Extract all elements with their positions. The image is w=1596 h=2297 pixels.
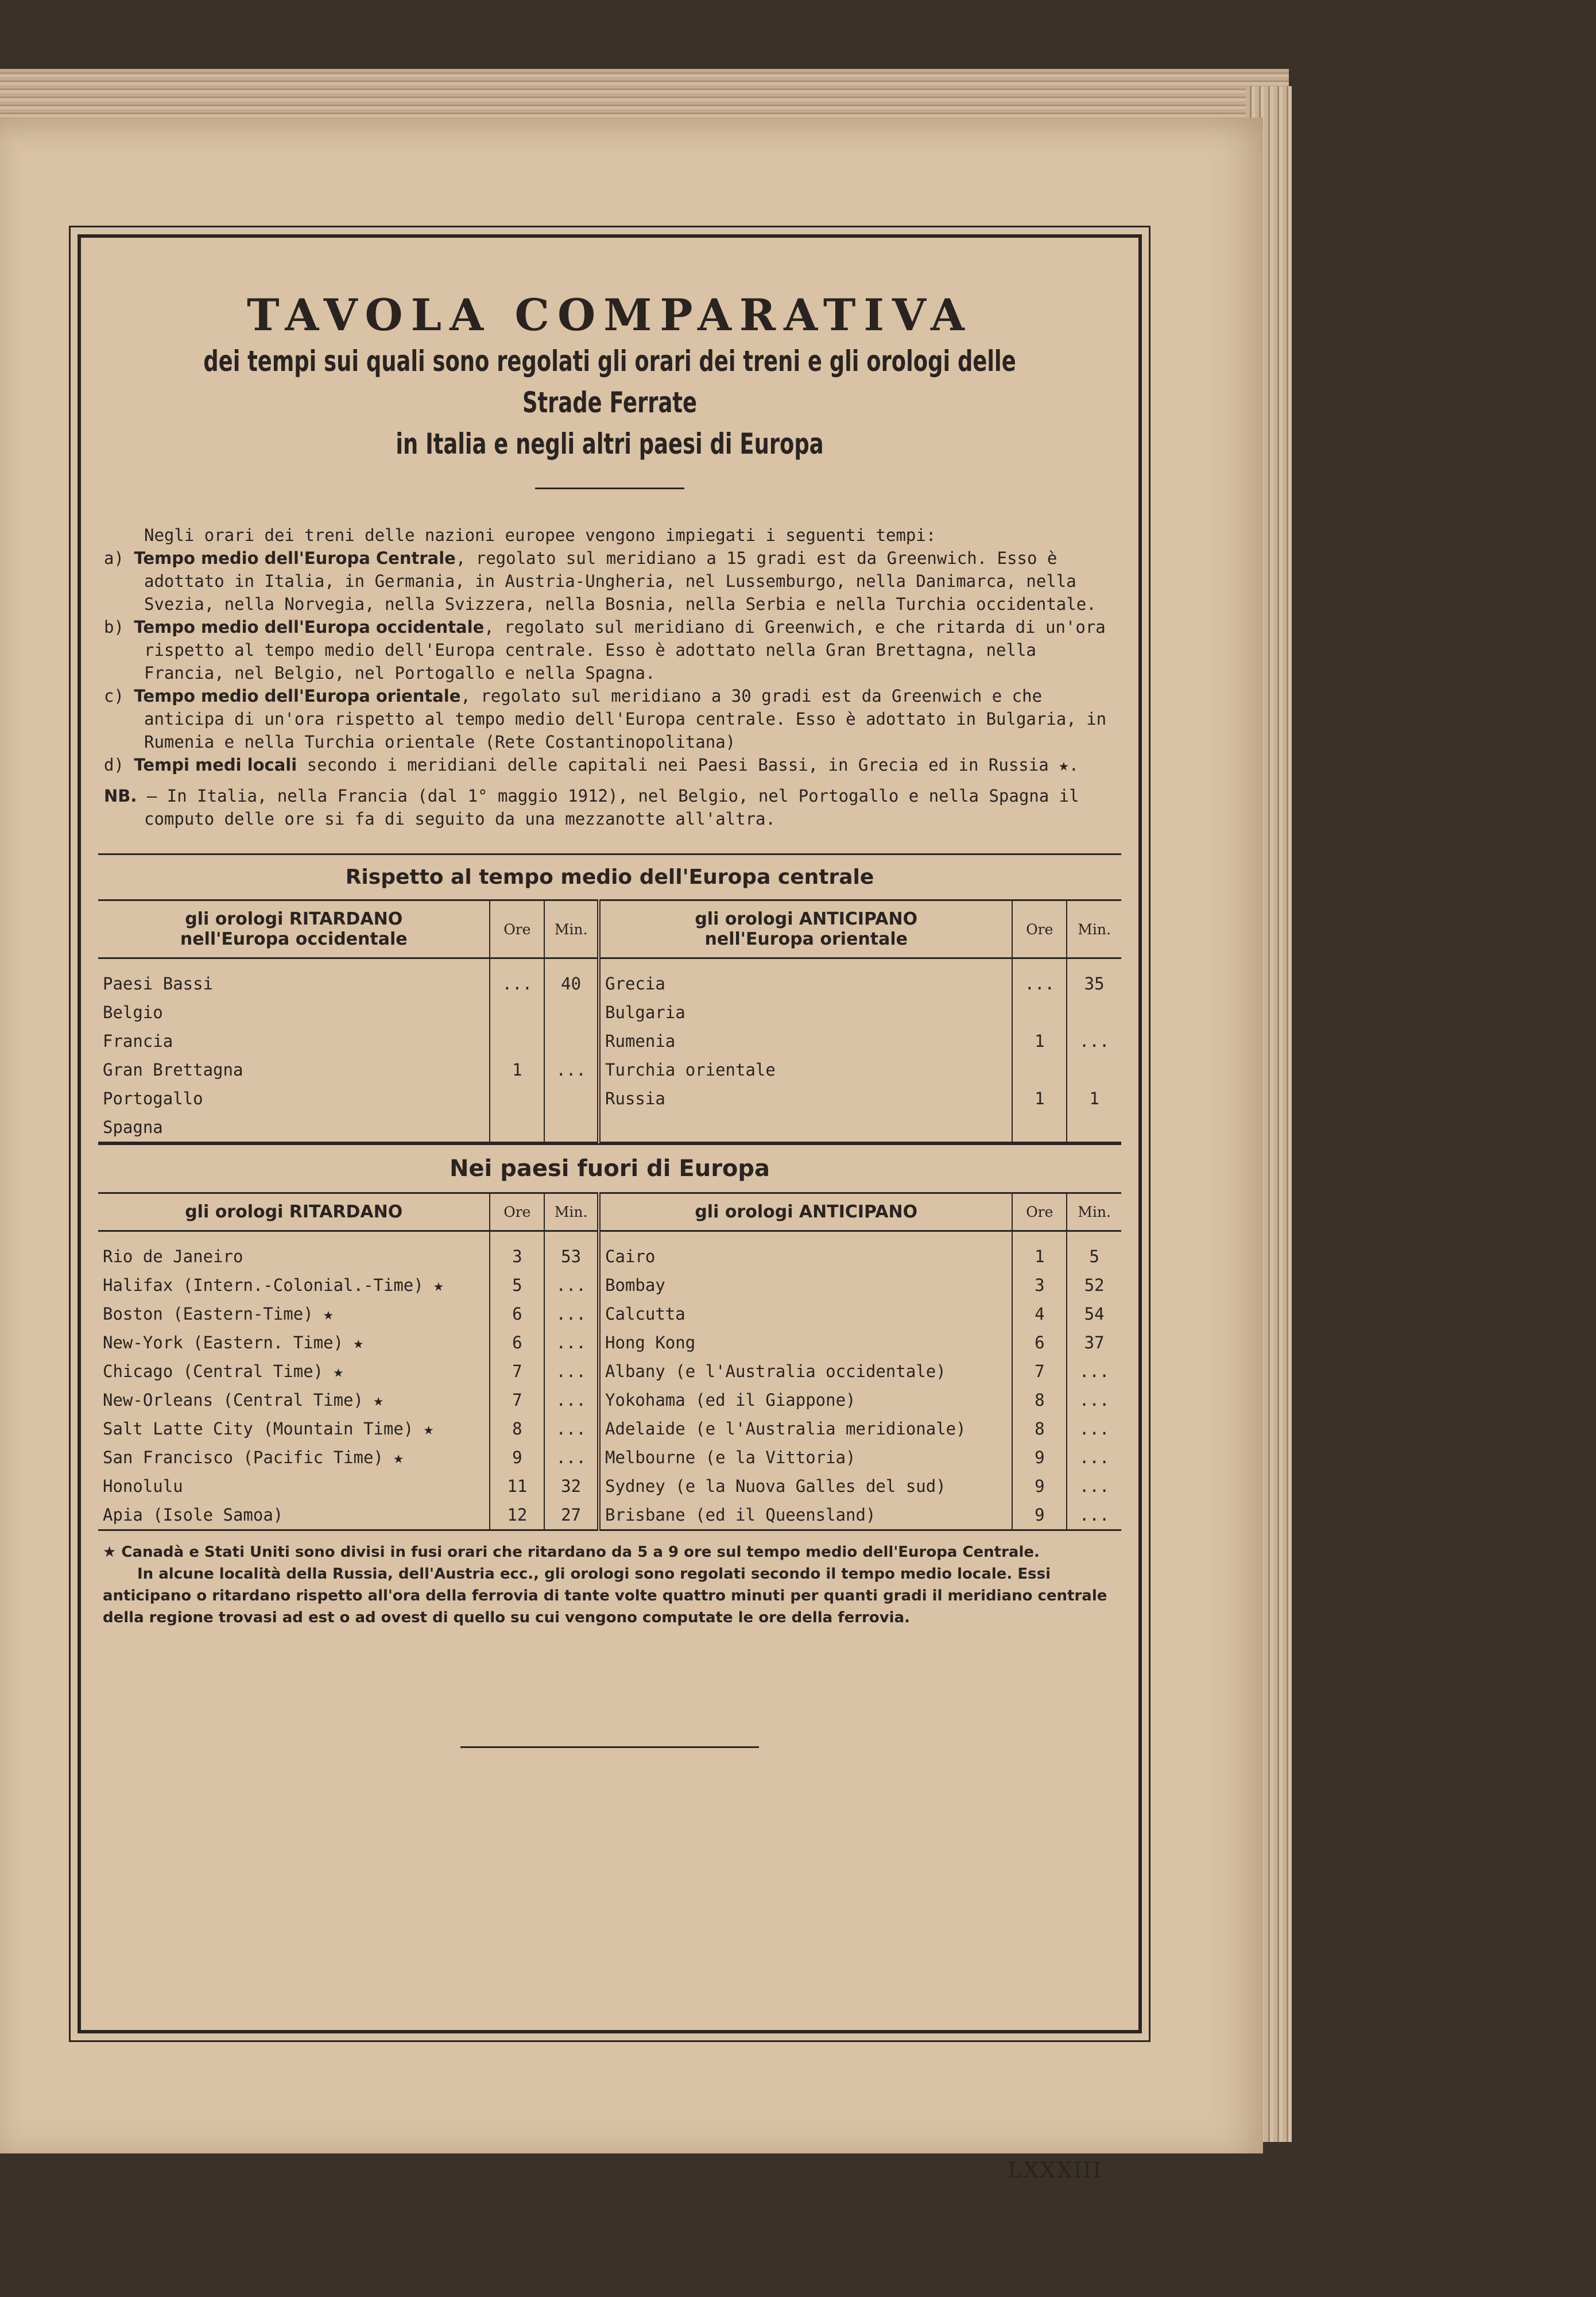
item-bold: Tempo medio dell'Europa orientale — [134, 686, 461, 706]
item-label: b) — [104, 617, 124, 637]
world-right-header: gli orologi ANTICIPANO — [599, 1193, 1012, 1231]
europe-table — [98, 899, 1121, 1143]
hours-left: 8 — [490, 1414, 544, 1443]
minutes-right: 37 — [1067, 1328, 1121, 1357]
footnotes — [98, 1541, 1121, 1629]
hours-left — [490, 998, 544, 1027]
minutes-left: 53 — [544, 1242, 599, 1271]
world-section-title: Nei paesi fuori di Europa — [449, 1155, 770, 1182]
place-right: Cairo — [599, 1242, 1012, 1271]
col-min: Min. — [1067, 1193, 1121, 1231]
hours-left: 11 — [490, 1472, 544, 1501]
hours-left: 3 — [490, 1242, 544, 1271]
place-left: New-Orleans (Central Time) ★ — [103, 1390, 383, 1410]
hours-right: 6 — [1012, 1328, 1067, 1357]
place-left: San Francisco (Pacific Time) ★ — [103, 1448, 404, 1467]
europe-right-header — [599, 900, 1012, 958]
table-row — [98, 1271, 1121, 1300]
minutes-right: ... — [1067, 1443, 1121, 1472]
minutes-right — [1067, 1113, 1121, 1143]
title-divider — [535, 488, 684, 489]
place-left: Portogallo — [103, 1089, 203, 1108]
place-right: Turchia orientale — [599, 1055, 1012, 1084]
hours-right: 8 — [1012, 1414, 1067, 1443]
hours-left — [490, 1084, 544, 1113]
minutes-right: ... — [1067, 1414, 1121, 1443]
hours-right: 9 — [1012, 1472, 1067, 1501]
header-line: nell'Europa orientale — [704, 929, 908, 949]
minutes-left: ... — [544, 1300, 599, 1328]
table-row — [98, 1501, 1121, 1530]
subtitle-line-1: dei tempi sui quali sono regolati gli orari dei treni e gli orologi delle Strade Ferrate — [203, 345, 1016, 419]
minutes-right: ... — [1067, 1501, 1121, 1530]
item-bold: Tempo medio dell'Europa Centrale — [134, 548, 456, 568]
hours-right: 4 — [1012, 1300, 1067, 1328]
page-number: LXXXIII — [1008, 2157, 1103, 2183]
end-divider — [460, 1746, 759, 1748]
intro-lead: Negli orari dei treni delle nazioni europee vengono impiegati i seguenti tempi: — [144, 525, 936, 545]
minutes-left — [544, 1113, 599, 1143]
hours-left: 6 — [490, 1328, 544, 1357]
table-row — [98, 1414, 1121, 1443]
book-page — [0, 118, 1263, 2183]
minutes-left: ... — [544, 1386, 599, 1414]
minutes-left: ... — [544, 1328, 599, 1357]
item-text: , regolato sul meridiano di Greenwich, e che ritarda di un'ora rispetto al tempo medio dell'Europa centrale. Esso è adottato nella Gran Brettagna, nella Francia, nel Belgio, nel Portogallo e nella Spagna. — [144, 617, 1106, 683]
minutes-left — [544, 1027, 599, 1055]
place-right: Rumenia — [599, 1027, 1012, 1055]
minutes-right: ... — [1067, 1027, 1121, 1055]
place-left: Salt Latte City (Mountain Time) ★ — [103, 1419, 434, 1438]
table-row — [98, 1328, 1121, 1357]
item-bold: Tempo medio dell'Europa occidentale — [134, 617, 485, 637]
world-left-header: gli orologi RITARDANO — [98, 1193, 490, 1231]
hours-right: 9 — [1012, 1443, 1067, 1472]
place-left: New-York (Eastern. Time) ★ — [103, 1333, 363, 1352]
page-title: TAVOLA COMPARATIVA — [246, 289, 973, 341]
place-left: Boston (Eastern-Time) ★ — [103, 1304, 334, 1324]
hours-right — [1012, 1113, 1067, 1143]
hours-left — [490, 1113, 544, 1143]
place-left: Halifax (Intern.-Colonial.-Time) ★ — [103, 1275, 444, 1295]
minutes-left: ... — [544, 1414, 599, 1443]
hours-right: 8 — [1012, 1386, 1067, 1414]
place-left: Belgio — [103, 1003, 163, 1022]
table-row — [98, 1357, 1121, 1386]
place-right: Hong Kong — [599, 1328, 1012, 1357]
table-row — [98, 969, 1121, 998]
intro-text — [98, 524, 1121, 830]
place-right: Albany (e l'Australia occidentale) — [599, 1357, 1012, 1386]
subtitle-line-2: in Italia e negli altri paesi di Europa — [396, 427, 824, 461]
col-min: Min. — [544, 1193, 599, 1231]
col-ore: Ore — [490, 900, 544, 958]
item-text: , regolato sul meridiano a 15 gradi est da Greenwich. Esso è adottato in Italia, in Germania, in Austria-Ungheria, nel Lussemburgo, nella Danimarca, nella Svezia, nella Norvegia, nella Svizzera, nella Bosnia, nella Serbia e nella Turchia occidentale. — [144, 548, 1097, 614]
table-row — [98, 1242, 1121, 1271]
world-table — [98, 1192, 1121, 1531]
table-row — [98, 1084, 1121, 1113]
hours-right: 9 — [1012, 1501, 1067, 1530]
place-right: Calcutta — [599, 1300, 1012, 1328]
hours-left: 12 — [490, 1501, 544, 1530]
europe-table-body — [98, 958, 1121, 1143]
place-right: Bulgaria — [599, 998, 1012, 1027]
hours-right: 1 — [1012, 1242, 1067, 1271]
intro-nb — [104, 784, 1115, 830]
hours-right: 1 — [1012, 1084, 1067, 1113]
minutes-left: ... — [544, 1271, 599, 1300]
col-ore: Ore — [1012, 1193, 1067, 1231]
header-line: gli orologi RITARDANO — [185, 909, 403, 929]
hours-left: 6 — [490, 1300, 544, 1328]
minutes-right: ... — [1067, 1472, 1121, 1501]
table-row — [98, 1472, 1121, 1501]
place-right: Melbourne (e la Vittoria) — [599, 1443, 1012, 1472]
minutes-left: 40 — [544, 969, 599, 998]
hours-left: 7 — [490, 1357, 544, 1386]
nb-label: NB. — [104, 786, 137, 806]
col-ore: Ore — [1012, 900, 1067, 958]
minutes-right: ... — [1067, 1386, 1121, 1414]
place-left: Rio de Janeiro — [103, 1247, 243, 1266]
hours-left: 5 — [490, 1271, 544, 1300]
hours-left — [490, 1027, 544, 1055]
intro-item-b — [104, 616, 1115, 685]
minutes-right: 54 — [1067, 1300, 1121, 1328]
table-row — [98, 1386, 1121, 1414]
place-right: Russia — [599, 1084, 1012, 1113]
minutes-left — [544, 1084, 599, 1113]
table-row — [98, 1113, 1121, 1143]
place-right: Sydney (e la Nuova Galles del sud) — [599, 1472, 1012, 1501]
item-label: d) — [104, 755, 124, 775]
table-row — [98, 1443, 1121, 1472]
europe-left-header — [98, 900, 490, 958]
hours-right — [1012, 998, 1067, 1027]
minutes-left: ... — [544, 1357, 599, 1386]
hours-left: 1 — [490, 1055, 544, 1084]
europe-section-title: Rispetto al tempo medio dell'Europa centrale — [345, 865, 874, 889]
intro-item-a — [104, 547, 1115, 616]
minutes-right: 35 — [1067, 969, 1121, 998]
minutes-right: ... — [1067, 1357, 1121, 1386]
col-min: Min. — [544, 900, 599, 958]
item-bold: Tempi medi locali — [134, 755, 297, 775]
place-right: Brisbane (ed il Queensland) — [599, 1501, 1012, 1530]
spacer-row — [98, 1231, 1121, 1243]
place-right: Yokohama (ed il Giappone) — [599, 1386, 1012, 1414]
hours-right: 7 — [1012, 1357, 1067, 1386]
minutes-left: ... — [544, 1055, 599, 1084]
header-line: nell'Europa occidentale — [180, 929, 408, 949]
table-row — [98, 998, 1121, 1027]
minutes-right — [1067, 998, 1121, 1027]
place-right: Grecia — [599, 969, 1012, 998]
nb-text: — In Italia, nella Francia (dal 1° maggio 1912), nel Belgio, nel Portogallo e nella Spagna il computo delle ore si fa di seguito da una mezzanotte all'altra. — [137, 786, 1079, 829]
minutes-right: 5 — [1067, 1242, 1121, 1271]
minutes-left — [544, 998, 599, 1027]
minutes-right: 1 — [1067, 1084, 1121, 1113]
world-table-body — [98, 1231, 1121, 1530]
item-label: a) — [104, 548, 124, 568]
hours-left: ... — [490, 969, 544, 998]
place-left: Chicago (Central Time) ★ — [103, 1362, 344, 1381]
place-right — [599, 1113, 1012, 1143]
col-ore: Ore — [490, 1193, 544, 1231]
hours-right — [1012, 1055, 1067, 1084]
table-row — [98, 1300, 1121, 1328]
footnote-star: ★ Canadà e Stati Uniti sono divisi in fusi orari che ritardano da 5 a 9 ore sul tempo medio dell'Europa Centrale. — [103, 1544, 1040, 1561]
table-row — [98, 1055, 1121, 1084]
place-right: Bombay — [599, 1271, 1012, 1300]
place-left: Spagna — [98, 1113, 490, 1143]
item-label: c) — [104, 686, 124, 706]
hours-left: 9 — [490, 1443, 544, 1472]
item-text: secondo i meridiani delle capitali nei Paesi Bassi, in Grecia ed in Russia ★. — [297, 755, 1079, 775]
page-frame — [69, 226, 1150, 2042]
page-frame-inner — [78, 234, 1142, 2033]
intro-item-d — [104, 753, 1115, 776]
table-row — [98, 1027, 1121, 1055]
spacer-row — [98, 958, 1121, 970]
col-min: Min. — [1067, 900, 1121, 958]
minutes-left: 27 — [544, 1501, 599, 1530]
place-left: Paesi Bassi — [103, 974, 214, 993]
minutes-right: 52 — [1067, 1271, 1121, 1300]
hours-right: 1 — [1012, 1027, 1067, 1055]
item-text: , regolato sul meridiano a 30 gradi est da Greenwich e che anticipa di un'ora rispetto al tempo medio dell'Europa centrale. Esso è adottato in Bulgaria, in Rumenia e nella Turchia orientale (Rete Costantinopolitana) — [144, 686, 1107, 752]
minutes-left: 32 — [544, 1472, 599, 1501]
page-content — [98, 249, 1121, 2018]
minutes-left: ... — [544, 1443, 599, 1472]
place-left: Francia — [103, 1031, 173, 1051]
place-left: Apia (Isole Samoa) — [98, 1501, 490, 1530]
header-line: gli orologi ANTICIPANO — [695, 909, 918, 929]
hours-right: 3 — [1012, 1271, 1067, 1300]
place-left: Honolulu — [103, 1476, 183, 1496]
place-right: Adelaide (e l'Australia meridionale) — [599, 1414, 1012, 1443]
minutes-right — [1067, 1055, 1121, 1084]
hours-left: 7 — [490, 1386, 544, 1414]
footnote-local: In alcune località della Russia, dell'Austria ecc., gli orologi sono regolati secondo il tempo medio locale. Essi anticipano o ritardano rispetto all'ora della ferrovia di tante volte quattro minuti per quanti gradi il meridiano centrale della regione trovasi ad est o ad ovest di quello su cui vengono computate le ore della ferrovia. — [103, 1565, 1107, 1626]
place-left: Gran Brettagna — [103, 1060, 243, 1080]
hours-right: ... — [1012, 969, 1067, 998]
intro-item-c — [104, 685, 1115, 753]
